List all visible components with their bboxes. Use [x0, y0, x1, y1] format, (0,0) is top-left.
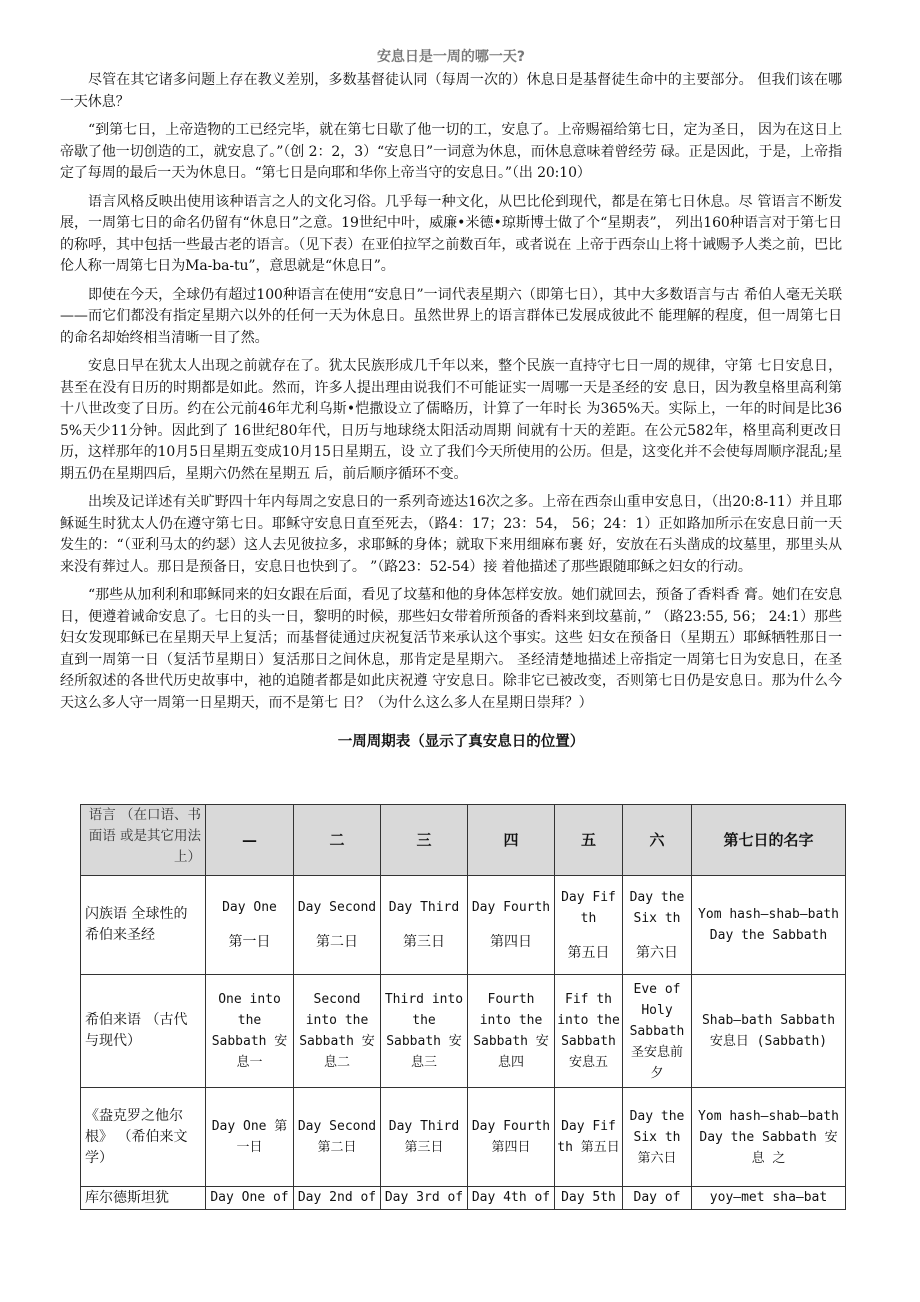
table-cell: Fourth into the Sabbath 安息四: [468, 975, 555, 1088]
cell-chinese: 第六日: [636, 944, 678, 961]
header-day-5: 五: [555, 805, 623, 876]
table-title: 一周周期表（显示了真安息日的位置）: [337, 734, 585, 750]
table-cell: Eve of Holy Sabbath 圣安息前夕: [623, 975, 692, 1088]
table-cell: [468, 876, 555, 975]
paragraph: 语言风格反映出使用该种语言之人的文化习俗。几乎每一种文化，从巴比伦到现代，都是在第七日休息。尽 管语言不断发展，一周第七日的命名仍留有“休息日”之意。19世纪中叶，威廉•米德•琼斯博士做了个“星期表”， 列出160种语言对于第七日的称呼，其中包括一些最古老的语言。（见下表）在亚伯拉罕之前数百年，或者说在 上帝于西奈山上将十诫赐予人类之前，巴比伦人称一周第七日为Ma-ba-tu”，意思就是“休息日”。: [60, 193, 842, 274]
cell-chinese: 第四日: [490, 934, 532, 950]
table-row: [81, 975, 846, 1088]
cell-english: Day the Six th: [629, 889, 685, 926]
document-page: [60, 46, 842, 755]
table-cell: Day Third 第三日: [381, 1088, 468, 1187]
cell-english: Day Second: [297, 900, 377, 915]
paragraph: 尽管在其它诸多问题上存在教义差别，多数基督徒认同（每周一次的）休息日是基督徒生命中的主要部分。 但我们该在哪一天休息？: [60, 72, 842, 110]
header-seventh-day-name: 第七日的名字: [692, 805, 846, 876]
paragraph: 即使在今天，全球仍有超过100种语言在使用“安息日”一词代表星期六（即第七日），其中大多数语言与古 希伯人毫无关联——而它们都没有指定星期六以外的任何一天为休息日。虽然世界上的语言群体已发展成彼此不 能理解的程度，但一周第七日的命名却始终相当清晰一目了然。: [60, 286, 842, 346]
header-day-1: —: [206, 805, 294, 876]
language-cell: 闪族语 全球性的希伯来圣经: [81, 876, 206, 975]
table-cell: yoy—met sha—bat: [692, 1187, 846, 1210]
cell-chinese: 第二日: [316, 934, 358, 950]
table-cell: Day One 第一日: [206, 1088, 294, 1187]
table-row: [81, 1088, 846, 1187]
cell-english: Day Fourth: [471, 900, 551, 915]
table-cell: Third into the Sabbath 安息三: [381, 975, 468, 1088]
header-day-3: 三: [381, 805, 468, 876]
table-cell: [623, 876, 692, 975]
table-cell: Day 4th of: [468, 1187, 555, 1210]
table-cell: Day of: [623, 1187, 692, 1210]
paragraph: “到第七日，上帝造物的工已经完毕，就在第七日歇了他一切的工，安息了。上帝赐福给第七日，定为圣日， 因为在这日上帝歇了他一切创造的工，就安息了。”（创 2：2，3）“安息日”一词意为休息，而休息意味着曾经劳 碌。正是因此，于是，上帝指定了每周的最后一天为休息日。“第七日是向耶和华你上帝当守的安息日。”（出 20:10）: [60, 122, 842, 181]
table-cell: Fif th into the Sabbath 安息五: [555, 975, 623, 1088]
header-day-4: 四: [468, 805, 555, 876]
paragraph: 安息日早在犹太人出现之前就存在了。犹太民族形成几千年以来，整个民族一直持守七日一周的规律，守第 七日安息日，甚至在没有日历的时期都是如此。然而，许多人提出理由说我们不可能证实一周哪一天是圣经的安 息日，因为教皇格里高利第十八世改变了日历。约在公元前46年尤利乌斯•恺撒设立了儒略历，计算了一年时长 为365%天。实际上，一年的时间是比365%天少11分钟。因此到了 16世纪80年代，日历与地球绕太阳活动周期 间就有十天的差距。在公元582年，格里高利更改日历，这样那年的10月5日星期五变成10月15日星期五，设 立了我们今天所使用的公历。但是，这变化并不会使每周顺序混乱;星期五仍在星期四后，星期六仍然在星期五 后，前后顺序循环不变。: [60, 358, 842, 482]
table-row: [81, 1187, 846, 1210]
header-language: 语言 （在口语、书面语 或是其它用法上）: [81, 805, 206, 876]
language-cell: 希伯来语 （古代与现代）: [81, 975, 206, 1088]
header-day-2: 二: [294, 805, 381, 876]
table-cell: Day the Six th 第六日: [623, 1088, 692, 1187]
language-cell: 库尔德斯坦犹: [81, 1187, 206, 1210]
table-cell: [294, 876, 381, 975]
table-cell: One into the Sabbath 安息一: [206, 975, 294, 1088]
cell-english: Day One: [222, 900, 277, 915]
table-row: [81, 876, 846, 975]
table-cell: Day Second 第二日: [294, 1088, 381, 1187]
paragraph: “那些从加利利和耶稣同来的妇女跟在后面，看见了坟墓和他的身体怎样安放。她们就回去，预备了香料香 膏。她们在安息日，便遵着诫命安息了。七日的头一日，黎明的时候，那些妇女带着所预备的香料来到坟墓前，” （路23:55, 56； 24:1）那些妇女发现耶稣已在星期天早上复活；而基督徒通过庆祝复活节来承认这个事实。这些 妇女在预备日（星期五）耶稣牺牲那日一直到一周第一日（复活节星期日）复活那日之间休息，那肯定是星期六。 圣经清楚地描述上帝指定一周第七日为安息日，在圣经所叙述的各世代历史故事中，祂的追随者都是如此庆祝遵 守安息日。除非它已被改变，否则第七日仍是安息日。那为什么今天这么多人守一周第一日星期天，而不是第七 日？（为什么这么多人在星期日崇拜？）: [60, 587, 842, 711]
table-cell: Day One of: [206, 1187, 294, 1210]
table-cell: [555, 876, 623, 975]
cell-english: Day Third: [388, 900, 460, 915]
table-cell: Day 2nd of: [294, 1187, 381, 1210]
table-cell: Day Fourth 第四日: [468, 1088, 555, 1187]
cell-english: Yom hash—shab—bath Day the Sabbath: [698, 907, 839, 943]
paragraph: 出埃及记详述有关旷野四十年内每周之安息日的一系列奇迹达16次之多。上帝在西奈山重申安息日，（出20:8-11）并且耶稣诞生时犹太人仍在遵守第七日。耶稣守安息日直至死去，（路4：17；23：54， 56；24：1）正如路加所示在安息日前一天发生的：“（亚利马太的约瑟）这人去见彼拉多，求耶稣的身体；就取下来用细麻布裹 好，安放在石头凿成的坟墓里，那里头从来没有葬过人。那日是预备日，安息日也快到了。 ”（路23：52-54）接 着他描述了那些跟随耶稣之妇女的行动。: [60, 494, 842, 575]
table-cell: Second into the Sabbath 安息二: [294, 975, 381, 1088]
header-day-6: 六: [623, 805, 692, 876]
table-header-row: [81, 805, 846, 876]
table-cell: Shab—bath Sabbath 安息日 (Sabbath): [692, 975, 846, 1088]
language-cell: 《盎克罗之他尔 根》 （希伯来文学）: [81, 1088, 206, 1187]
document-title: 安息日是一周的哪一天?: [376, 49, 526, 65]
table-cell: Day Fif th 第五日: [555, 1088, 623, 1187]
cell-chinese: 第一日: [228, 934, 271, 950]
table-cell: Yom hash—shab—bath Day the Sabbath 安 息 之: [692, 1088, 846, 1187]
table-cell: [692, 876, 846, 975]
table-cell: [381, 876, 468, 975]
table-cell: [206, 876, 294, 975]
cell-chinese: 第五日: [567, 944, 610, 961]
cell-english: Day Fif th: [561, 889, 616, 926]
table-cell: Day 5th: [555, 1187, 623, 1210]
cell-chinese: 第三日: [403, 934, 445, 950]
week-table: [80, 804, 846, 1210]
table-cell: Day 3rd of: [381, 1187, 468, 1210]
